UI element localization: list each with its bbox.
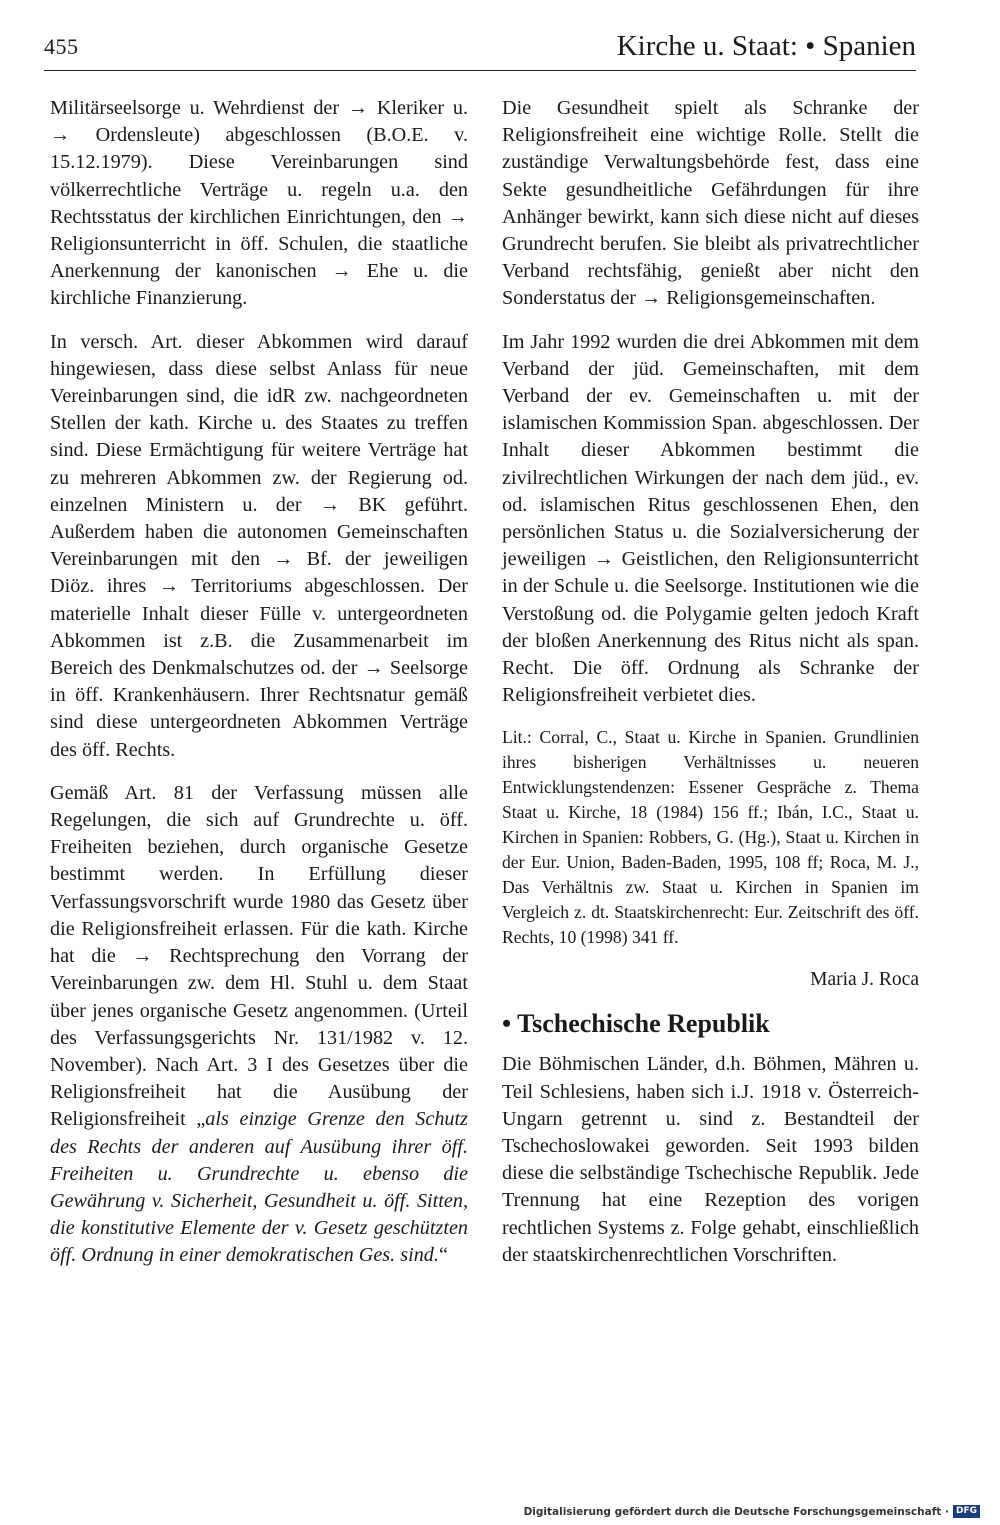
right-paragraph-3: Die Böhmischen Länder, d.h. Böhmen, Mähren u. Teil Schlesiens, haben sich i.J. 1918 v. Österreich-Ungarn getrennt u. sind z. Bestandteil der Tschechoslowakei geworden. Seit 1993 bilden diese die selbständige Tschechische Republik. Jede Trennung hat eine Rezeption des vorigen rechtlichen Systems z. Folge gehabt, einschließlich der staatskirchenrechtlichen Vorschriften. [502,1053,919,1266]
left-paragraph-3-text: Gemäß Art. 81 der Verfassung müssen alle Regelungen, die sich auf Grundrechte u. öff. Freiheiten beziehen, durch organische Gesetze bestimmt werden. In Erfüllung dieser Verfassungsvorschrift wurde 1980 das Gesetz über die Religionsfreiheit erlassen. Für die kath. Kirche hat die → Rechtsprechung den Vorrang der Vereinbarungen zw. dem Hl. Stuhl u. dem Staat über jenes organische Gesetz angenommen. (Urteil des Verfassungsgerichts Nr. 131/1982 v. 12. November). Nach Art. 3 I des Gesetzes über die Religionsfreiheit hat die Ausübung der Religionsfreiheit „ [50,781,468,1131]
left-paragraph-3 [50,780,468,1270]
page-number: 455 [44,34,79,59]
dfg-logo-icon: DFG [953,1505,980,1518]
left-paragraph-2: In versch. Art. dieser Abkommen wird darauf hingewiesen, dass diese selbst Anlass für neue Vereinbarungen sind, die idR zw. nachgeordneten Stellen der kath. Kirche u. des Staates zu treffen sind. Diese Ermächtigung für weitere Verträge hat zu mehreren Abkommen zw. der Regierung od. einzelnen Ministern u. der → BK geführt. Außerdem haben die autonomen Gemeinschaften Vereinbarungen mit den → Bf. der jeweiligen Diöz. ihres → Territoriums abgeschlossen. Der materielle Inhalt dieser Fülle v. untergeordneten Abkommen ist z.B. die Zusammenarbeit im Bereich des Denkmalschutzes od. der → Seelsorge in öff. Krankenhäusern. Ihrer Rechtsnatur gemäß sind diese untergeordneten Abkommen Verträge des öff. Rechts. [50,330,468,761]
literature-references: Lit.: Corral, C., Staat u. Kirche in Spanien. Grundlinien ihres bisherigen Verhältnisses u. neueren Entwicklungstendenzen: Essener Gespräche z. Thema Staat u. Kirche, 18 (1984) 156 ff.; Ibán, I.C., Staat u. Kirchen in Spanien: Robbers, G. (Hg.), Staat u. Kirchen in der Eur. Union, Baden-Baden, 1995, 108 ff; Roca, M. J., Das Verhältnis zw. Staat u. Kirchen in Spanien im Vergleich z. dt. Staatskirchenrecht: Eur. Zeitschrift des öff. Rechts, 10 (1998) 341 ff. [502,727,919,948]
right-paragraph-1: Die Gesundheit spielt als Schranke der Religionsfreiheit eine wichtige Rolle. Stellt die zuständige Verwaltungsbehörde fest, dass eine Sekte gesundheitliche Gefährdungen für ihre Anhänger bewirkt, kann sich diese nicht auf dieses Grundrecht berufen. Sie bleibt als privatrechtlicher Verband rechtsfähig, genießt aber nicht den Sonderstatus der → Religionsgemeinschaften. [502,97,919,310]
right-column [502,95,919,1285]
section-heading: • Tschechische Republik [502,1009,770,1039]
author-name: Maria J. Roca [810,969,919,991]
footer-credit: Digitalisierung gefördert durch die Deutsche Forschungsgemeinschaft · [523,1505,949,1518]
left-paragraph-1: Militärseelsorge u. Wehrdienst der → Kleriker u. → Ordensleute) abgeschlossen (B.O.E. v. 15.12.1979). Diese Vereinbarungen sind völkerrechtliche Verträge u. regeln u.a. den Rechtsstatus der kirchlichen Einrichtungen, den → Religionsunterricht in öff. Schulen, die staatliche Anerkennung der kanonischen → Ehe u. die kirchliche Finanzierung. [50,97,468,310]
law-quotation: als einzige Grenze den Schutz des Rechts der anderen auf Ausübung ihrer öff. Freiheiten u. Grundrechte u. ebenso die Gewährung v. Sicherheit, Gesundheit u. öff. Sitten, die konstitutive Elemente der v. Gesetz geschützten öff. Ordnung in einer demokratischen Ges. sind. [50,1108,468,1267]
header-rule [44,70,916,71]
closing-quote: “ [438,1244,448,1267]
right-paragraph-2: Im Jahr 1992 wurden die drei Abkommen mit dem Verband der jüd. Gemeinschaften, mit dem Verband der ev. Gemeinschaften u. mit der islamischen Kommission Span. abgeschlossen. Der Inhalt dieser Abkommen bestimmt die zivilrechtlichen Wirkungen der nach dem jüd., ev. od. islamischen Ritus geschlossenen Ehen, den persönlichen Status u. die Sozialversicherung der jeweiligen → Geistlichen, den Religionsunterricht in der Schule u. die Seelsorge. Institutionen wie die Verstoßung od. die Polygamie gelten jedoch Kraft der bloßen Anerkennung des Ritus nicht als span. Recht. Die öff. Ordnung als Schranke der Religionsfreiheit verbietet dies. [502,330,919,707]
left-column [50,95,468,1286]
running-head: Kirche u. Staat: • Spanien [616,30,916,62]
digitization-footer [524,1505,980,1518]
